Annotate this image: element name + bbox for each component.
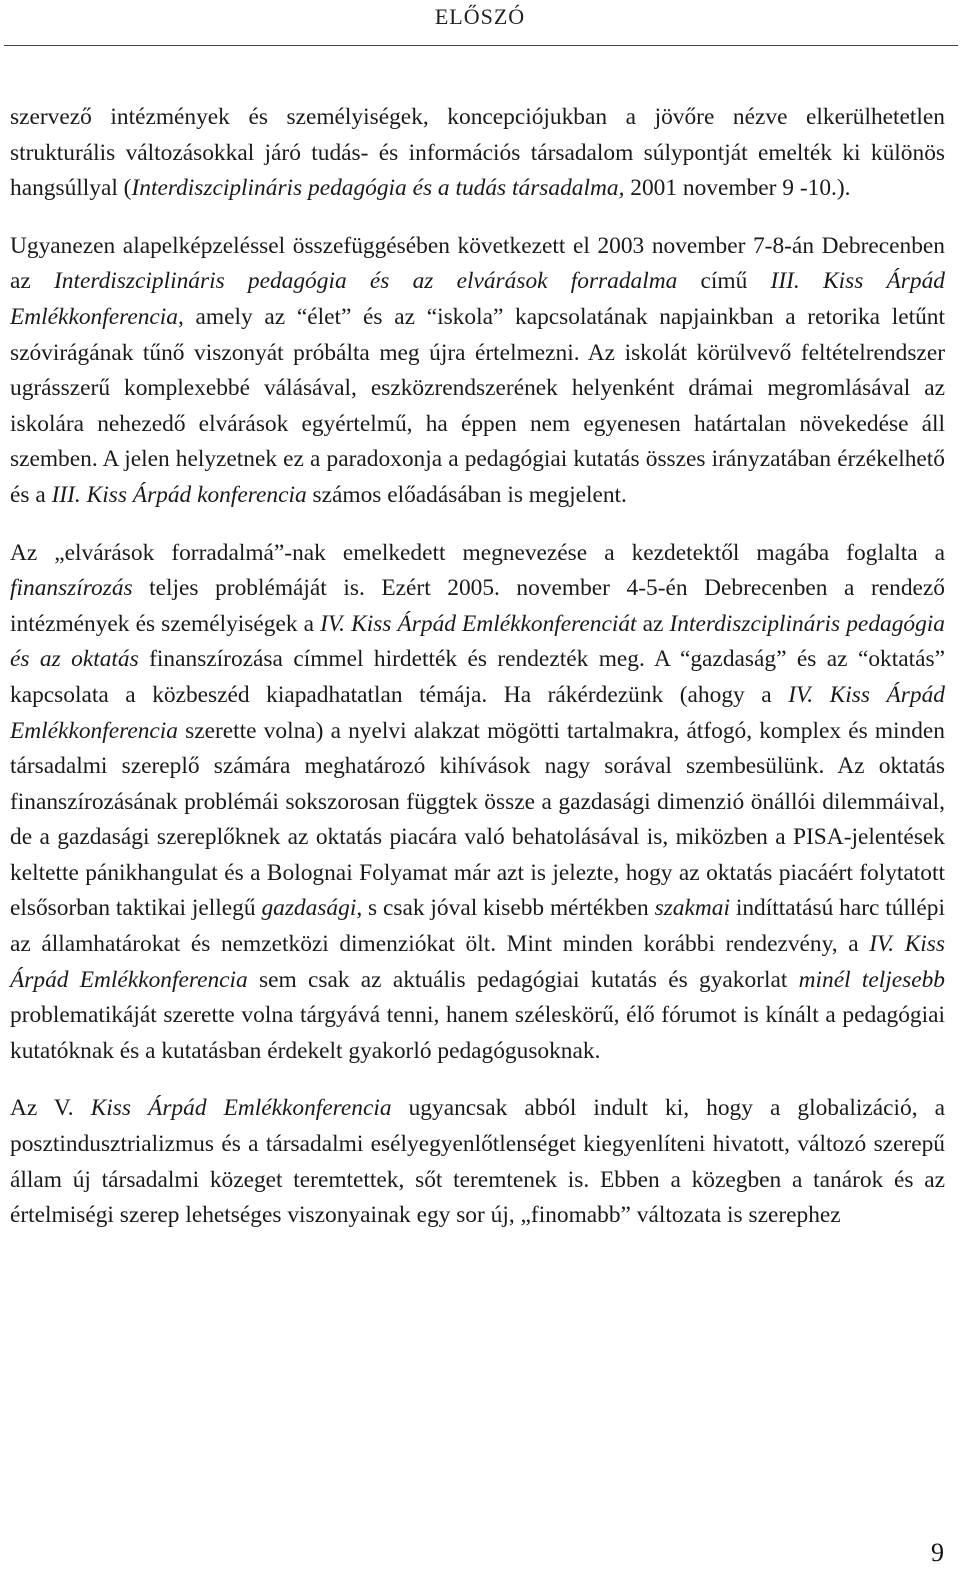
header-title: ELŐSZÓ [434, 4, 526, 29]
text-segment: című [677, 268, 771, 295]
text-segment: , amely az “élet” és az “iskola” kapcsolatának napjainkban a retorika letűnt szóvirágának tűnő viszonyát próbálta meg újra értelmezni. Az iskolát körülvevő feltételrendszer ugrásszerű komplexebbé válásával, eszközrendszerének helyenként drámai megromlásával az iskolára nehezedő elvárások egyértelmű, ha éppen nem egyenesen határtalan növekedése áll szemben. A jelen helyzetnek ez a paradoxonja a pedagógiai kutatás összes irányzatában érzékelhető és a [10, 303, 945, 508]
text-segment: ugyancsak abból indult ki, hogy a globalizáció, a posztindusztrializmus és a társadalmi esélyegyenlőtlenséget kiegyenlíteni hivatott, változó szerepű állam új társadalmi közeget teremtettek, sőt teremtenek is. Ebben a közegben a tanárok és az értelmiségi szerep lehetséges viszonyainak egy sor új, „finomabb” változata is szerephez [10, 1095, 945, 1229]
italic-segment: III. Kiss Árpád konferencia [51, 481, 307, 508]
text-segment: Az V. [10, 1095, 91, 1122]
page-header [0, 0, 960, 48]
paragraph [10, 229, 945, 514]
text-segment: számos előadásában is megjelent. [306, 481, 627, 508]
italic-segment: Kiss Árpád Emlékkonferencia [90, 1095, 392, 1122]
text-segment: Ugyanezen alapelképzeléssel összefüggésében következett el 2003 november 7-8-án Debrecenben az [10, 232, 945, 295]
text-segment: finanszírozása címmel hirdették és rendezték meg. A “gazdaság” és az “oktatás” kapcsolata a közbeszéd kiapadhatatlan témája. Ha rákérdezünk (ahogy a [10, 646, 945, 708]
page-number: 9 [931, 1538, 944, 1567]
italic-segment: finanszírozás [10, 575, 133, 602]
text-segment: 2001 november 9 -10.). [624, 175, 851, 202]
italic-segment: szakmai [654, 895, 730, 922]
text-segment: teljes problémáját is. Ezért 2005. november 4-5-én Debrecenben a rendező intézmények és személyiségek a [10, 575, 945, 637]
italic-segment: Interdiszciplináris pedagógia és az oktatás [10, 610, 945, 673]
italic-segment: gazdasági [261, 895, 357, 922]
text-segment: Az „elvárások forradalmá”-nak emelkedett megnevezése a kezdetektől magába foglalta a [10, 539, 945, 566]
italic-segment: IV. Kiss Árpád Emlékkonferencia [10, 681, 945, 744]
italic-segment: Interdiszciplináris pedagógia és az elvárások forradalma [54, 268, 678, 295]
italic-segment: III. Kiss Árpád Emlékkonferencia [10, 268, 945, 330]
text-segment: szerette volna) a nyelvi alakzat mögötti tartalmakra, átfogó, komplex és minden társadalmi szereplő számára meghatározó kihívások nagy sorával szembesülünk. Az oktatás finanszírozásának problémái sokszorosan függtek össze a gazdasági dimenzió önállói dilemmáival, de a gazdasági szereplőknek az oktatás piacára való behatolásával is, miközben a PISA-jelentések keltette pánikhangulat és a Bolognai Folyamat már azt is jelezte, hogy az oktatás piacáért folytatott elsősorban taktikai jellegű [10, 717, 945, 922]
paragraph [10, 1091, 945, 1233]
italic-segment: IV. Kiss Árpád Emlékkonferenciát [320, 610, 637, 637]
italic-segment: Interdiszciplináris pedagógia és a tudás társadalma, [131, 175, 625, 202]
text-segment: sem csak az aktuális pedagógiai kutatás és gyakorlat [247, 966, 799, 993]
text-segment: indíttatású harc túllépi az államhatárokat és nemzetközi dimenziókat ölt. Mint minden korábbi rendezvény, a [10, 895, 946, 958]
body-text [10, 100, 945, 1256]
paragraph [10, 536, 945, 1070]
italic-segment: IV. Kiss Árpád Emlékkonferencia [10, 931, 945, 993]
paragraph [10, 100, 945, 207]
header-divider [4, 45, 958, 46]
italic-segment: minél teljesebb [798, 966, 945, 993]
text-segment: , s csak jóval kisebb mértékben [356, 895, 655, 922]
text-segment: problematikáját szerette volna tárgyává tenni, hanem széleskörű, élő fórumot is kínált a pedagógiai kutatóknak és a kutatásban érdekelt gyakorló pedagógusoknak. [10, 1002, 945, 1064]
text-segment: szervező intézmények és személyiségek, koncepciójukban a jövőre nézve elkerülhetetlen strukturális változásokkal járó tudás- és információs társadalom súlypontját emelték ki különös hangsúllyal ( [10, 104, 945, 202]
text-segment: az [636, 610, 670, 637]
